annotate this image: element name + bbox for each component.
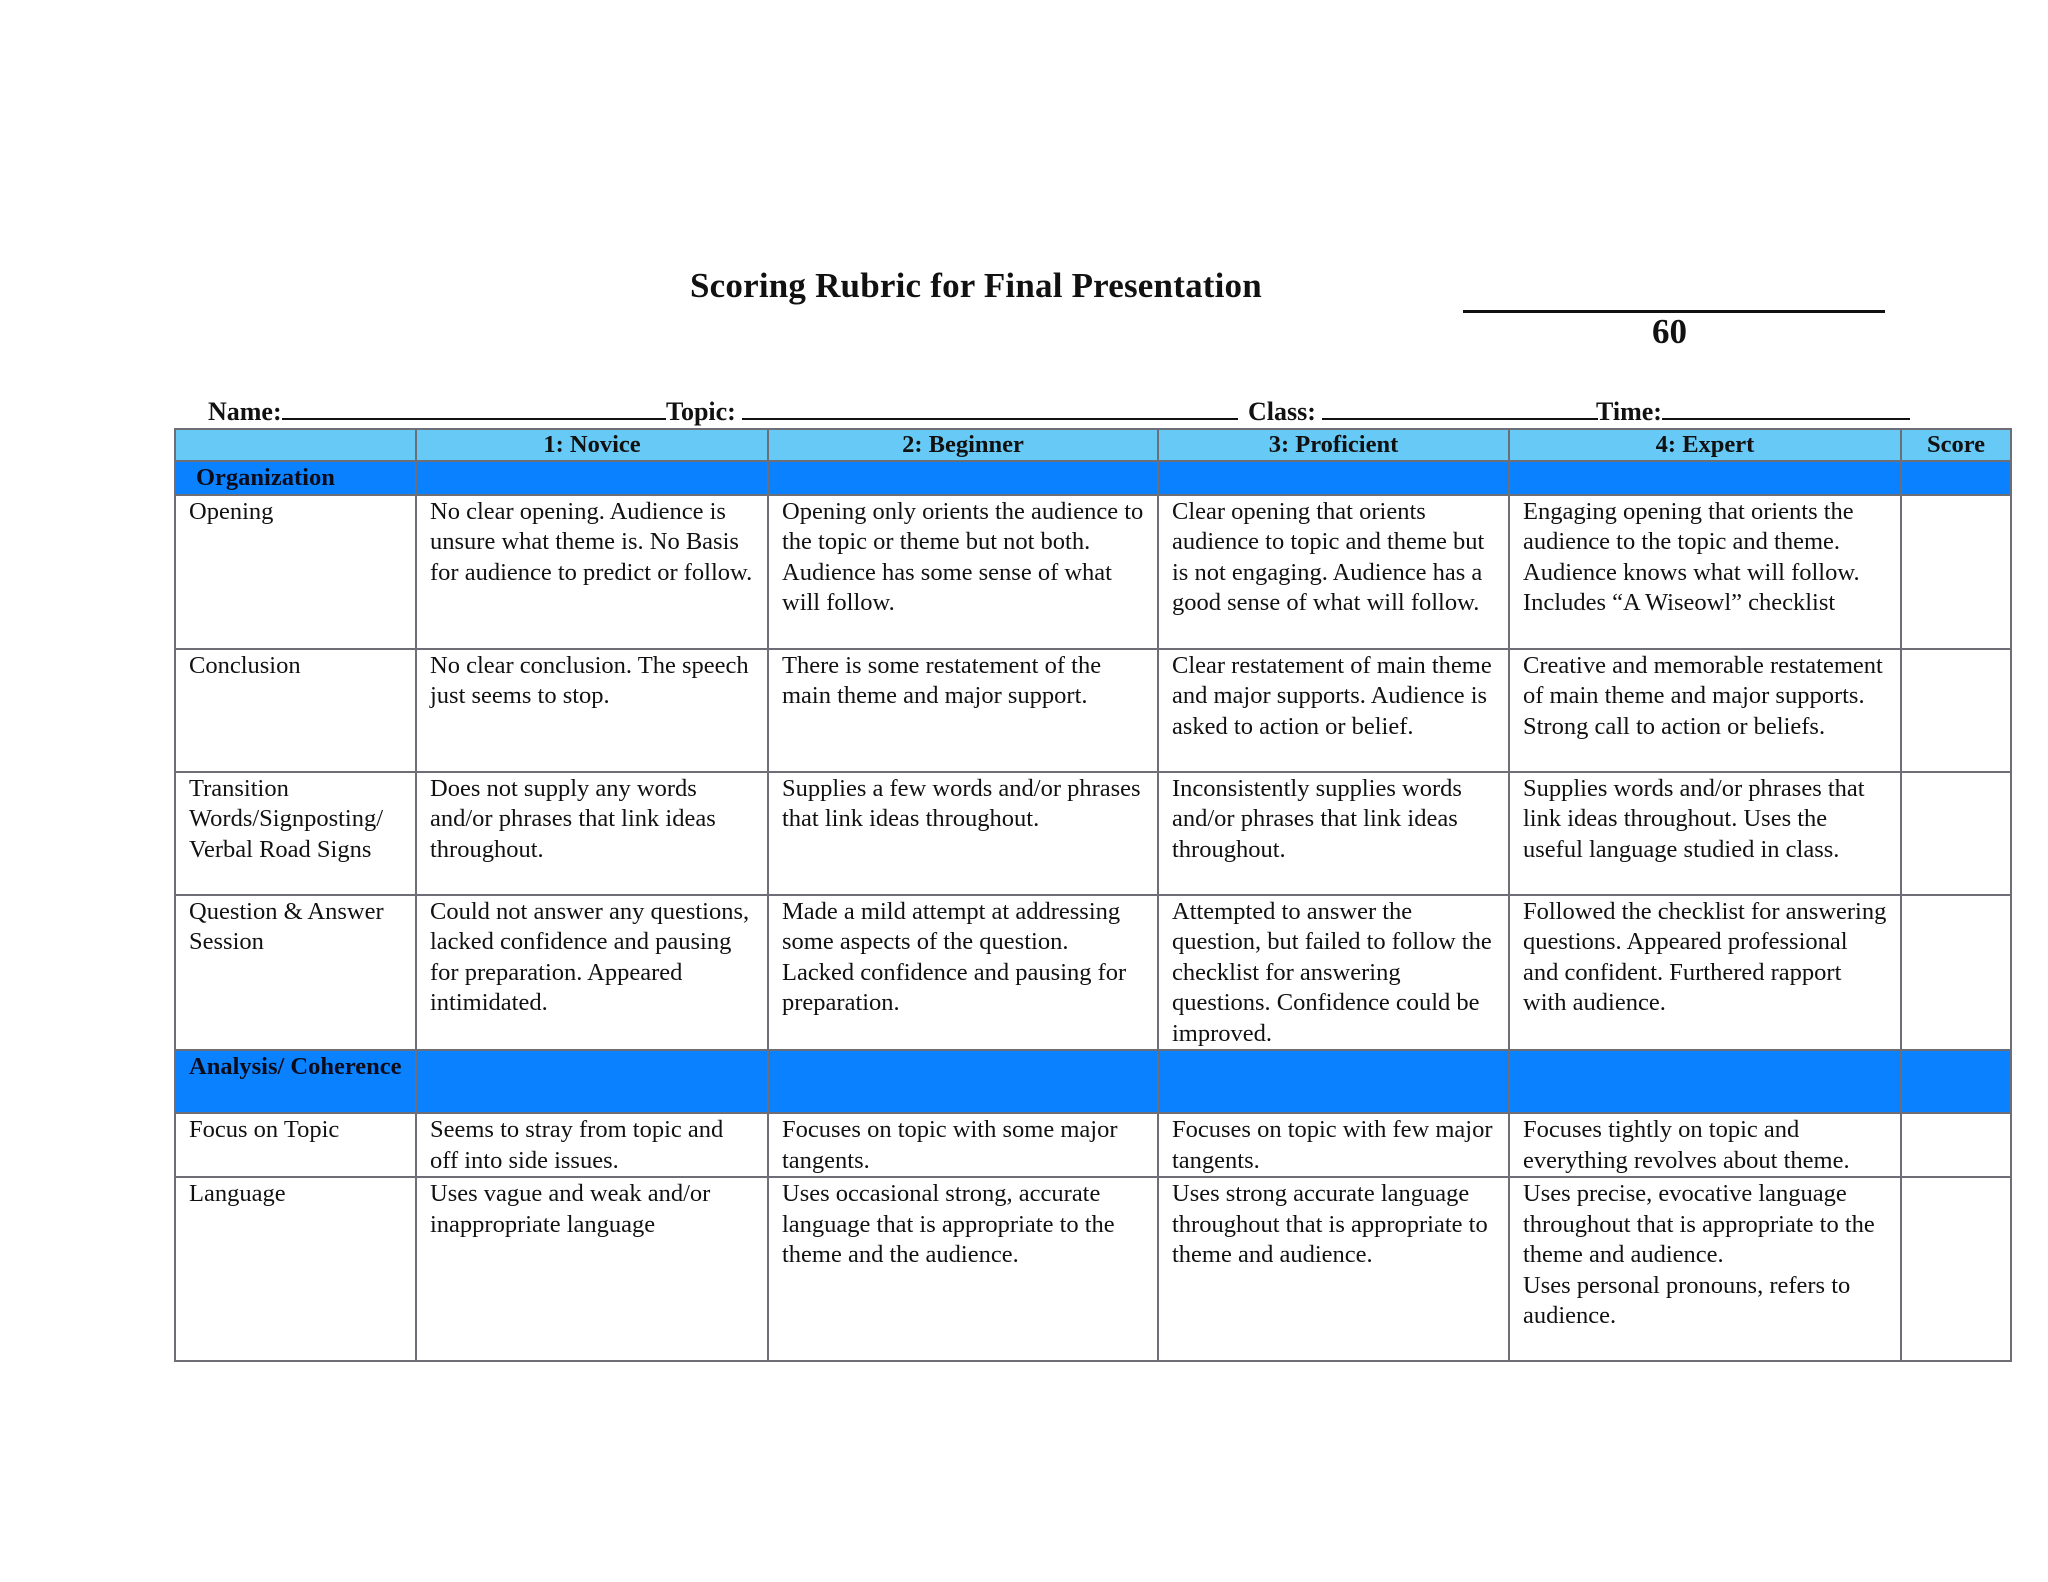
section-filler bbox=[1509, 461, 1901, 495]
section-filler bbox=[1901, 1050, 2011, 1113]
expert-cell: Creative and memorable restatement of main theme and major supports. Strong call to action or beliefs. bbox=[1509, 649, 1901, 772]
header-score: Score bbox=[1901, 429, 2011, 461]
section-heading: Analysis/ Coherence bbox=[175, 1050, 416, 1113]
score-cell[interactable] bbox=[1901, 649, 2011, 772]
proficient-cell: Focuses on topic with few major tangents. bbox=[1158, 1113, 1509, 1177]
table-row-opening bbox=[175, 495, 2011, 649]
criterion-label: Focus on Topic bbox=[175, 1113, 416, 1177]
section-row-organization bbox=[175, 461, 2011, 495]
criterion-label: Question & Answer Session bbox=[175, 895, 416, 1051]
section-filler bbox=[1509, 1050, 1901, 1113]
criterion-label: Conclusion bbox=[175, 649, 416, 772]
table-row-language bbox=[175, 1177, 2011, 1361]
criterion-label: Opening bbox=[175, 495, 416, 649]
student-info-row bbox=[208, 396, 1920, 428]
class-label: Class: bbox=[1248, 397, 1316, 426]
novice-cell: No clear conclusion. The speech just seems to stop. bbox=[416, 649, 768, 772]
topic-label: Topic: bbox=[666, 397, 736, 426]
section-filler bbox=[1158, 1050, 1509, 1113]
rubric-table bbox=[174, 428, 2012, 1362]
score-cell[interactable] bbox=[1901, 495, 2011, 649]
proficient-cell: Inconsistently supplies words and/or phrases that link ideas throughout. bbox=[1158, 772, 1509, 895]
time-label: Time: bbox=[1596, 397, 1662, 426]
section-filler bbox=[416, 1050, 768, 1113]
section-row-analysis bbox=[175, 1050, 2011, 1113]
topic-blank bbox=[742, 396, 1238, 420]
expert-text: Uses precise, evocative language throughout that is appropriate to the theme and audience. bbox=[1523, 1180, 1875, 1268]
class-blank bbox=[1322, 396, 1598, 420]
section-filler bbox=[1901, 461, 2011, 495]
header-proficient: 3: Proficient bbox=[1158, 429, 1509, 461]
table-row-transitions bbox=[175, 772, 2011, 895]
section-filler bbox=[768, 461, 1158, 495]
section-heading: Organization bbox=[175, 461, 416, 495]
expert-cell bbox=[1509, 1177, 1901, 1361]
expert-cell: Focuses tightly on topic and everything revolves about theme. bbox=[1509, 1113, 1901, 1177]
time-blank bbox=[1662, 396, 1910, 420]
section-filler bbox=[768, 1050, 1158, 1113]
criterion-label: Language bbox=[175, 1177, 416, 1361]
novice-cell: No clear opening. Audience is unsure what theme is. No Basis for audience to predict or follow. bbox=[416, 495, 768, 649]
section-filler bbox=[1158, 461, 1509, 495]
novice-cell: Uses vague and weak and/or inappropriate language bbox=[416, 1177, 768, 1361]
proficient-cell: Clear opening that orients audience to topic and theme but is not engaging. Audience has a good sense of what will follow. bbox=[1158, 495, 1509, 649]
score-cell[interactable] bbox=[1901, 772, 2011, 895]
table-row-focus bbox=[175, 1113, 2011, 1177]
name-label: Name: bbox=[208, 397, 282, 426]
section-filler bbox=[416, 461, 768, 495]
expert-text-extra: Uses personal pronouns, refers to audience. bbox=[1523, 1271, 1851, 1329]
beginner-cell: Opening only orients the audience to the topic or theme but not both. Audience has some sense of what will follow. bbox=[768, 495, 1158, 649]
beginner-cell: Uses occasional strong, accurate language that is appropriate to the theme and the audience. bbox=[768, 1177, 1158, 1361]
class-field bbox=[1248, 396, 1598, 427]
table-row-conclusion bbox=[175, 649, 2011, 772]
header-criterion bbox=[175, 429, 416, 461]
score-cell[interactable] bbox=[1901, 895, 2011, 1051]
expert-cell: Engaging opening that orients the audience to the topic and theme. Audience knows what will follow. Includes “A Wiseowl” checklist bbox=[1509, 495, 1901, 649]
total-score: 60 bbox=[1652, 312, 1687, 351]
novice-cell: Could not answer any questions, lacked confidence and pausing for preparation. Appeared intimidated. bbox=[416, 895, 768, 1051]
proficient-cell: Attempted to answer the question, but failed to follow the checklist for answering questions. Confidence could be improved. bbox=[1158, 895, 1509, 1051]
proficient-cell: Uses strong accurate language throughout that is appropriate to theme and audience. bbox=[1158, 1177, 1509, 1361]
table-header-row bbox=[175, 429, 2011, 461]
time-field bbox=[1596, 396, 1910, 427]
name-field bbox=[208, 396, 666, 427]
beginner-cell: Made a mild attempt at addressing some aspects of the question. Lacked confidence and pausing for preparation. bbox=[768, 895, 1158, 1051]
expert-cell: Followed the checklist for answering questions. Appeared professional and confident. Furthered rapport with audience. bbox=[1509, 895, 1901, 1051]
header-novice: 1: Novice bbox=[416, 429, 768, 461]
header-beginner: 2: Beginner bbox=[768, 429, 1158, 461]
topic-field bbox=[666, 396, 1238, 427]
beginner-cell: There is some restatement of the main theme and major support. bbox=[768, 649, 1158, 772]
beginner-cell: Supplies a few words and/or phrases that link ideas throughout. bbox=[768, 772, 1158, 895]
novice-cell: Does not supply any words and/or phrases that link ideas throughout. bbox=[416, 772, 768, 895]
document-title: Scoring Rubric for Final Presentation bbox=[690, 266, 1262, 305]
criterion-label: Transition Words/Signposting/ Verbal Road Signs bbox=[175, 772, 416, 895]
score-cell[interactable] bbox=[1901, 1113, 2011, 1177]
proficient-cell: Clear restatement of main theme and major supports. Audience is asked to action or belief. bbox=[1158, 649, 1509, 772]
beginner-cell: Focuses on topic with some major tangents. bbox=[768, 1113, 1158, 1177]
table-row-question-answer bbox=[175, 895, 2011, 1051]
novice-cell: Seems to stray from topic and off into side issues. bbox=[416, 1113, 768, 1177]
name-blank bbox=[282, 396, 666, 420]
expert-cell: Supplies words and/or phrases that link ideas throughout. Uses the useful language studied in class. bbox=[1509, 772, 1901, 895]
score-cell[interactable] bbox=[1901, 1177, 2011, 1361]
header-expert: 4: Expert bbox=[1509, 429, 1901, 461]
